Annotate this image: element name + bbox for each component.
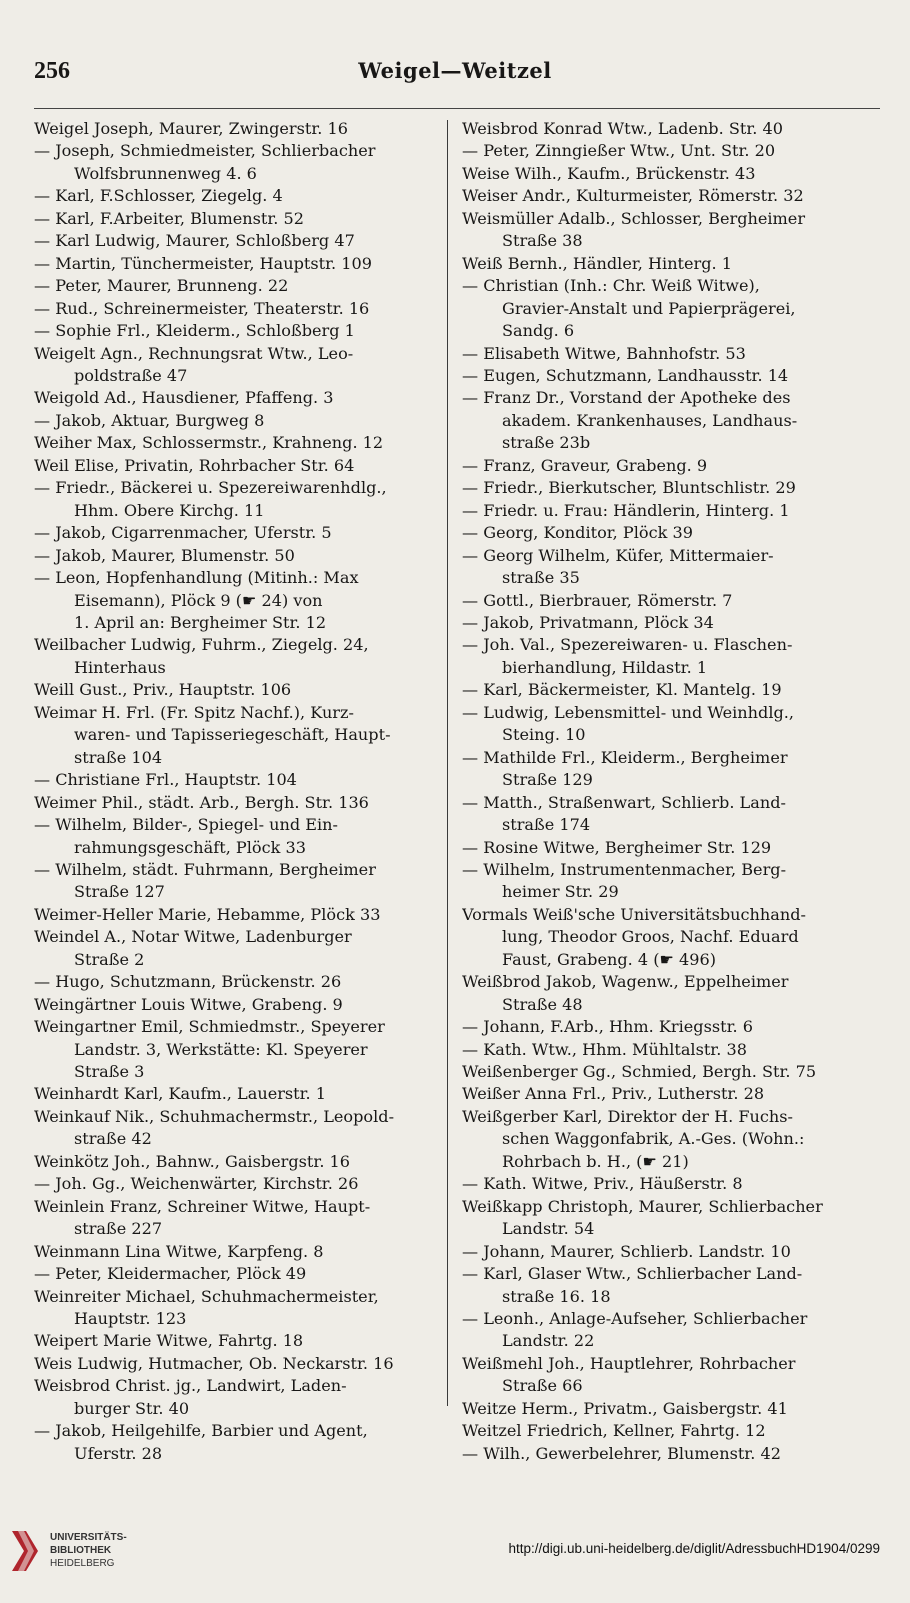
directory-entry: — Joseph, Schmiedmeister, Schlierbacher <box>34 141 376 161</box>
directory-entry: — Rosine Witwe, Bergheimer Str. 129 <box>462 837 772 857</box>
directory-entry-continuation: Straße 129 <box>502 770 593 790</box>
directory-entry-continuation: Uferstr. 28 <box>74 1443 163 1463</box>
directory-entry-continuation: akadem. Krankenhauses, Landhaus- <box>502 410 798 430</box>
right-column <box>462 118 874 1465</box>
directory-entry: — Karl, F.Arbeiter, Blumenstr. 52 <box>34 208 304 228</box>
directory-entry-continuation: rahmungsgeschäft, Plöck 33 <box>74 837 306 857</box>
directory-entry: Weißkapp Christoph, Maurer, Schlierbacher <box>462 1196 823 1216</box>
directory-entry: Weißer Anna Frl., Priv., Lutherstr. 28 <box>462 1084 765 1104</box>
directory-entry: — Karl Ludwig, Maurer, Schloßberg 47 <box>34 231 355 251</box>
library-name <box>50 1531 127 1570</box>
directory-entry: — Eugen, Schutzmann, Landhausstr. 14 <box>462 365 789 385</box>
directory-entry: — Leon, Hopfenhandlung (Mitinh.: Max <box>34 568 359 588</box>
directory-entry-continuation: straße 42 <box>74 1129 152 1149</box>
directory-entry: Weinreiter Michael, Schuhmachermeister, <box>34 1286 379 1306</box>
directory-entry: — Georg Wilhelm, Küfer, Mittermaier- <box>462 545 774 565</box>
directory-entry: — Christian (Inh.: Chr. Weiß Witwe), <box>462 276 760 296</box>
directory-entry: Weinkauf Nik., Schuhmachermstr., Leopold- <box>34 1106 395 1126</box>
directory-entry: — Peter, Zinngießer Wtw., Unt. Str. 20 <box>462 141 776 161</box>
directory-entry: — Wilhelm, Bilder-, Spiegel- und Ein- <box>34 815 338 835</box>
directory-entry: Weiser Andr., Kulturmeister, Römerstr. 32 <box>462 186 804 206</box>
directory-entry: — Ludwig, Lebensmittel- und Weinhdlg., <box>462 702 795 722</box>
directory-entry: — Sophie Frl., Kleiderm., Schloßberg 1 <box>34 321 355 341</box>
directory-entry: Weitzel Friedrich, Kellner, Fahrtg. 12 <box>462 1421 766 1441</box>
running-head: Weigel—Weitzel <box>358 58 552 83</box>
directory-entry-continuation: Gravier-Anstalt und Papierprägerei, <box>502 298 796 318</box>
directory-entry: Weißgerber Karl, Direktor der H. Fuchs- <box>462 1106 793 1126</box>
directory-entry: Weismüller Adalb., Schlosser, Bergheimer <box>462 208 806 228</box>
directory-entry: — Jakob, Cigarrenmacher, Uferstr. 5 <box>34 523 332 543</box>
directory-entry: — Jakob, Privatmann, Plöck 34 <box>462 612 714 632</box>
directory-entry-continuation: Straße 127 <box>74 882 165 902</box>
directory-entry: — Franz Dr., Vorstand der Apotheke des <box>462 388 791 408</box>
directory-entry: — Wilh., Gewerbelehrer, Blumenstr. 42 <box>462 1443 781 1463</box>
directory-entry-continuation: bierhandlung, Hildastr. 1 <box>502 657 708 677</box>
directory-entry: — Rud., Schreinermeister, Theaterstr. 16 <box>34 298 370 318</box>
directory-entry-continuation: Hinterhaus <box>74 657 166 677</box>
left-column <box>34 118 446 1465</box>
directory-entry: — Mathilde Frl., Kleiderm., Bergheimer <box>462 747 788 767</box>
directory-entry: — Friedr., Bäckerei u. Spezereiwarenhdlg., <box>34 478 387 498</box>
directory-entry: — Friedr., Bierkutscher, Bluntschlistr. 29 <box>462 478 796 498</box>
directory-entry-continuation: straße 104 <box>74 747 163 767</box>
directory-entry-continuation: Steing. 10 <box>502 725 586 745</box>
directory-entry-continuation: Straße 2 <box>74 949 145 969</box>
university-library-logo-icon <box>8 1527 42 1575</box>
directory-entry-continuation: Landstr. 22 <box>502 1331 595 1351</box>
directory-entry: Weinmann Lina Witwe, Karpfeng. 8 <box>34 1241 324 1261</box>
directory-entry: Weinlein Franz, Schreiner Witwe, Haupt- <box>34 1196 371 1216</box>
header-rule <box>34 108 880 109</box>
directory-entry: Weinhardt Karl, Kaufm., Lauerstr. 1 <box>34 1084 327 1104</box>
directory-entry: — Jakob, Aktuar, Burgweg 8 <box>34 410 265 430</box>
column-divider <box>447 120 448 1406</box>
directory-entry: — Peter, Kleidermacher, Plöck 49 <box>34 1264 307 1284</box>
directory-entry: Weiß Bernh., Händler, Hinterg. 1 <box>462 253 733 273</box>
directory-entry-continuation: Rohrbach b. H., (☛ 21) <box>502 1151 689 1171</box>
directory-entry-continuation: Landstr. 54 <box>502 1219 595 1239</box>
directory-entry-continuation: poldstraße 47 <box>74 365 188 385</box>
directory-entry: Weigel Joseph, Maurer, Zwingerstr. 16 <box>34 119 348 138</box>
directory-entry-continuation: Straße 38 <box>502 231 583 251</box>
directory-entry-continuation: Straße 48 <box>502 994 583 1014</box>
directory-entry-continuation: Hhm. Obere Kirchg. 11 <box>74 500 265 520</box>
directory-entry: Weill Gust., Priv., Hauptstr. 106 <box>34 680 292 700</box>
directory-entry: — Matth., Straßenwart, Schlierb. Land- <box>462 792 786 812</box>
directory-entry: — Martin, Tünchermeister, Hauptstr. 109 <box>34 253 372 273</box>
directory-entry-continuation: heimer Str. 29 <box>502 882 619 902</box>
directory-entry: — Friedr. u. Frau: Händlerin, Hinterg. 1 <box>462 500 790 520</box>
directory-entry: — Franz, Graveur, Grabeng. 9 <box>462 455 708 475</box>
directory-entry-continuation: Landstr. 3, Werkstätte: Kl. Speyerer <box>74 1039 368 1059</box>
library-name-line2: BIBLIOTHEK <box>50 1545 112 1556</box>
directory-entry: — Gottl., Bierbrauer, Römerstr. 7 <box>462 590 733 610</box>
directory-entry: Weimar H. Frl. (Fr. Spitz Nachf.), Kurz- <box>34 702 354 722</box>
directory-entry: — Georg, Konditor, Plöck 39 <box>462 523 693 543</box>
directory-entry: Weingärtner Louis Witwe, Grabeng. 9 <box>34 994 343 1014</box>
directory-entry: Weinkötz Joh., Bahnw., Gaisbergstr. 16 <box>34 1151 351 1171</box>
directory-entry: — Christiane Frl., Hauptstr. 104 <box>34 770 297 790</box>
directory-entry-continuation: straße 227 <box>74 1219 163 1239</box>
directory-entry: Weigelt Agn., Rechnungsrat Wtw., Leo- <box>34 343 354 363</box>
directory-entry: Weißenberger Gg., Schmied, Bergh. Str. 75 <box>462 1062 817 1082</box>
directory-entry: Weimer Phil., städt. Arb., Bergh. Str. 136 <box>34 792 369 812</box>
directory-entry: Weiher Max, Schlossermstr., Krahneng. 12 <box>34 433 384 453</box>
directory-entry: — Joh. Gg., Weichenwärter, Kirchstr. 26 <box>34 1174 359 1194</box>
page-footer <box>0 1513 910 1603</box>
directory-entry-continuation: Wolfsbrunnenweg 4. 6 <box>74 163 257 183</box>
directory-entry: — Jakob, Maurer, Blumenstr. 50 <box>34 545 295 565</box>
directory-entry: Weis Ludwig, Hutmacher, Ob. Neckarstr. 16 <box>34 1353 394 1373</box>
directory-entry: Weil Elise, Privatin, Rohrbacher Str. 64 <box>34 455 355 475</box>
directory-entry: — Kath. Wtw., Hhm. Mühltalstr. 38 <box>462 1039 747 1059</box>
directory-entry: — Karl, Glaser Wtw., Schlierbacher Land- <box>462 1264 803 1284</box>
directory-entry: Weißmehl Joh., Hauptlehrer, Rohrbacher <box>462 1353 796 1373</box>
directory-entry: Weimer-Heller Marie, Hebamme, Plöck 33 <box>34 904 381 924</box>
directory-entry-continuation: straße 23b <box>502 433 591 453</box>
directory-entry: — Karl, Bäckermeister, Kl. Mantelg. 19 <box>462 680 782 700</box>
directory-entry-continuation: Faust, Grabeng. 4 (☛ 496) <box>502 949 717 969</box>
directory-entry: Weitze Herm., Privatm., Gaisbergstr. 41 <box>462 1398 788 1418</box>
directory-entry: Weißbrod Jakob, Wagenw., Eppelheimer <box>462 972 789 992</box>
directory-entry-continuation: Hauptstr. 123 <box>74 1309 187 1329</box>
directory-entry: — Kath. Witwe, Priv., Häußerstr. 8 <box>462 1174 743 1194</box>
directory-entry: — Peter, Maurer, Brunneng. 22 <box>34 276 289 296</box>
directory-entry-continuation: burger Str. 40 <box>74 1398 190 1418</box>
directory-entry-continuation: straße 16. 18 <box>502 1286 611 1306</box>
directory-entry: Weisbrod Christ. jg., Landwirt, Laden- <box>34 1376 347 1396</box>
directory-entry: Weilbacher Ludwig, Fuhrm., Ziegelg. 24, <box>34 635 369 655</box>
page-number: 256 <box>34 58 70 84</box>
directory-entry: — Elisabeth Witwe, Bahnhofstr. 53 <box>462 343 746 363</box>
directory-entry: Weigold Ad., Hausdiener, Pfaffeng. 3 <box>34 388 334 408</box>
directory-entry: Weingartner Emil, Schmiedmstr., Speyerer <box>34 1017 385 1037</box>
directory-entry: Weipert Marie Witwe, Fahrtg. 18 <box>34 1331 304 1351</box>
directory-entry: — Joh. Val., Spezereiwaren- u. Flaschen- <box>462 635 793 655</box>
directory-entry: Weise Wilh., Kaufm., Brückenstr. 43 <box>462 163 756 183</box>
directory-entry-continuation: Eisemann), Plöck 9 (☛ 24) von <box>74 590 323 610</box>
directory-entry: — Wilhelm, städt. Fuhrmann, Bergheimer <box>34 859 376 879</box>
page-header <box>34 58 876 94</box>
directory-entry: Vormals Weiß'sche Universitätsbuchhand- <box>462 904 806 924</box>
library-name-line3: HEIDELBERG <box>50 1558 115 1569</box>
directory-entry-continuation: schen Waggonfabrik, A.-Ges. (Wohn.: <box>502 1129 805 1149</box>
directory-entry: Weindel A., Notar Witwe, Ladenburger <box>34 927 352 947</box>
directory-entry-continuation: straße 174 <box>502 815 591 835</box>
directory-entry: — Jakob, Heilgehilfe, Barbier und Agent, <box>34 1421 368 1441</box>
directory-entry-continuation: Straße 66 <box>502 1376 583 1396</box>
directory-entry-continuation: waren- und Tapisseriegeschäft, Haupt- <box>74 725 391 745</box>
directory-entry: — Leonh., Anlage-Aufseher, Schlierbacher <box>462 1309 808 1329</box>
directory-entry: — Hugo, Schutzmann, Brückenstr. 26 <box>34 972 342 992</box>
directory-entry: Weisbrod Konrad Wtw., Ladenb. Str. 40 <box>462 119 783 138</box>
directory-entry-continuation: straße 35 <box>502 568 580 588</box>
source-url-link[interactable]: http://digi.ub.uni-heidelberg.de/diglit/AdressbuchHD1904/0299 <box>508 1541 880 1556</box>
directory-entry: — Johann, Maurer, Schlierb. Landstr. 10 <box>462 1241 791 1261</box>
directory-entry-continuation: 1. April an: Bergheimer Str. 12 <box>74 612 327 632</box>
library-name-line1: UNIVERSITÄTS- <box>50 1532 127 1543</box>
directory-entry-continuation: Sandg. 6 <box>502 321 575 341</box>
directory-entry: — Wilhelm, Instrumentenmacher, Berg- <box>462 859 787 879</box>
directory-entry-continuation: Straße 3 <box>74 1062 145 1082</box>
directory-entry-continuation: lung, Theodor Groos, Nachf. Eduard <box>502 927 799 947</box>
directory-entry: — Karl, F.Schlosser, Ziegelg. 4 <box>34 186 283 206</box>
directory-entry: — Johann, F.Arb., Hhm. Kriegsstr. 6 <box>462 1017 753 1037</box>
